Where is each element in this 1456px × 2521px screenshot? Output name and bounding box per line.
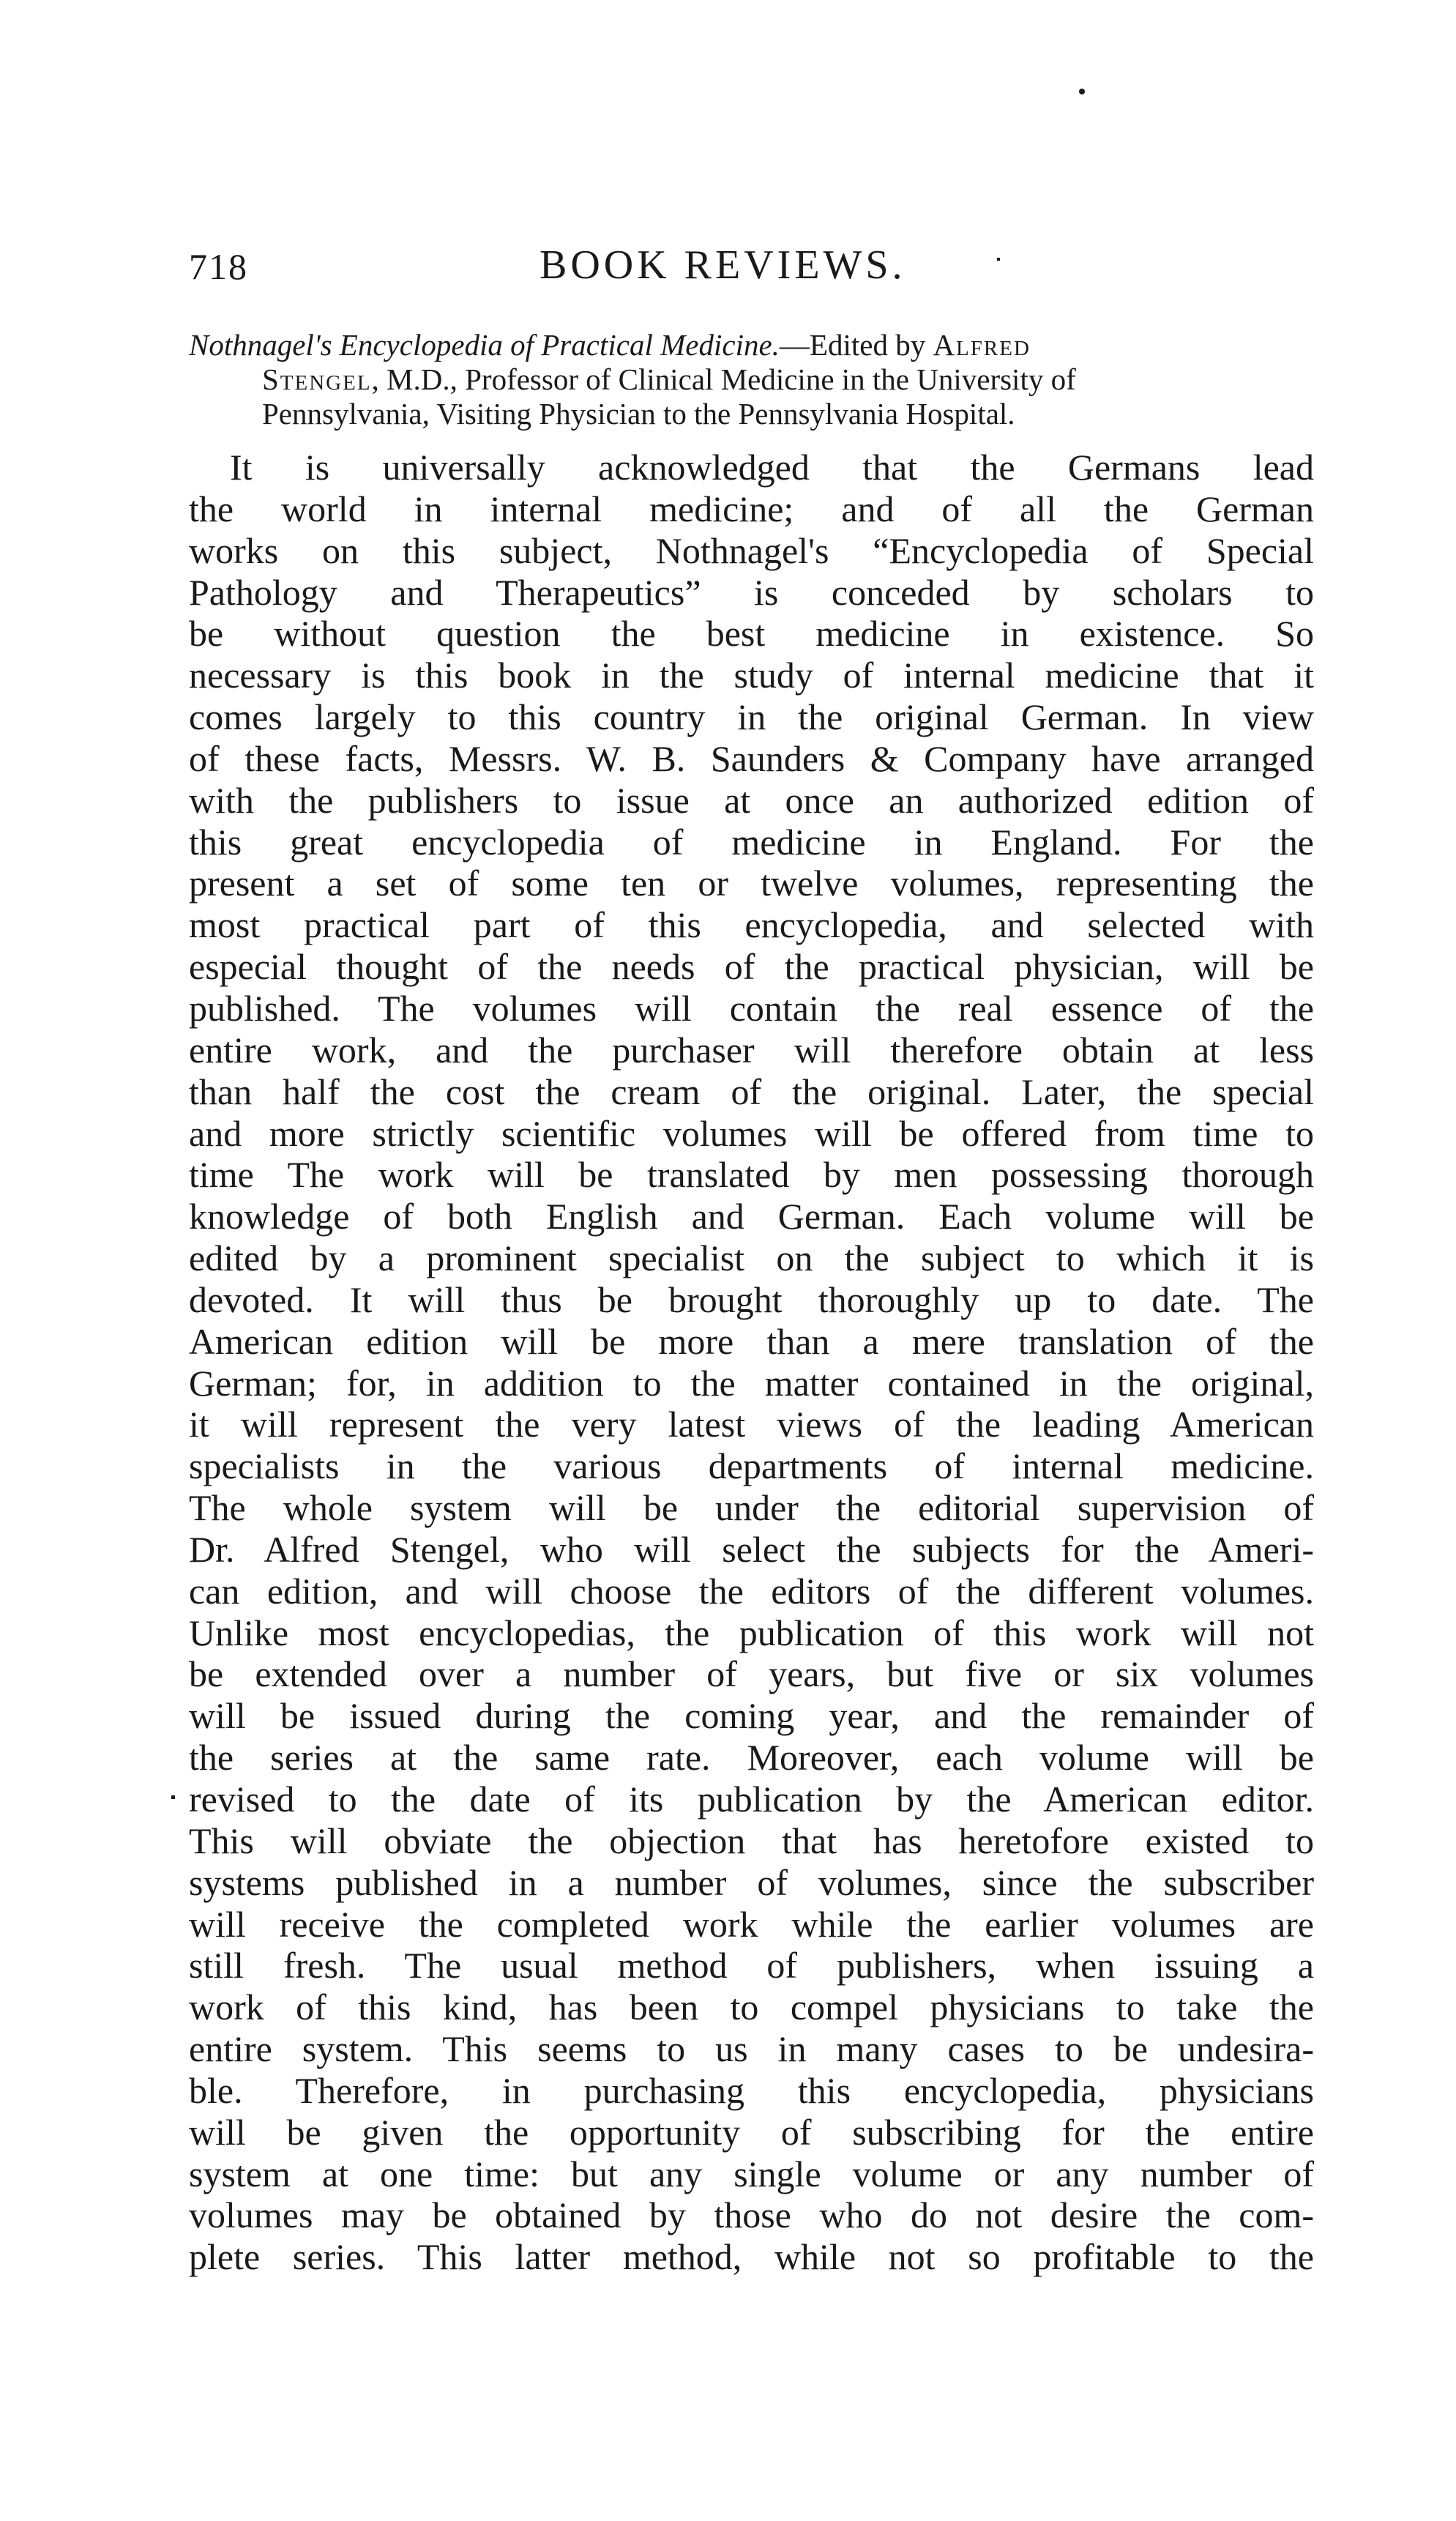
- review-text-line: especial thought of the needs of the practical physician, will be: [189, 946, 1314, 988]
- stray-ink-mark: [997, 258, 1000, 261]
- review-text-line: will receive the completed work while the earlier volumes are: [189, 1903, 1314, 1945]
- review-text-line: time The work will be translated by men possessing thorough: [189, 1154, 1314, 1196]
- review-text-line: be without question the best medicine in existence. So: [189, 613, 1314, 655]
- review-text-line: Pathology and Therapeutics” is conceded by scholars to: [189, 571, 1314, 613]
- editor-credentials: , M.D., Professor of Clinical Medicine in the University of: [371, 362, 1076, 396]
- review-text-line: the series at the same rate. Moreover, each volume will be: [189, 1737, 1314, 1779]
- review-text-line: work of this kind, has been to compel physicians to take the: [189, 1986, 1314, 2028]
- review-text-line: specialists in the various departments of internal medicine.: [189, 1445, 1314, 1487]
- review-text-line: revised to the date of its publication by the American editor.: [189, 1779, 1314, 1820]
- review-text-line: present a set of some ten or twelve volumes, representing the: [189, 863, 1314, 904]
- review-text-line: German; for, in addition to the matter contained in the original,: [189, 1362, 1314, 1404]
- review-text-line: ble. Therefore, in purchasing this encyclopedia, physicians: [189, 2069, 1314, 2111]
- review-text-line: plete series. This latter method, while not so profitable to the: [189, 2236, 1314, 2278]
- review-text-line: American edition will be more than a mere translation of the: [189, 1320, 1314, 1362]
- review-text-line: it will represent the very latest views of the leading American: [189, 1404, 1314, 1445]
- review-text-line: knowledge of both English and German. Each volume will be: [189, 1196, 1314, 1237]
- review-text-line: of these facts, Messrs. W. B. Saunders & Company have arranged: [189, 737, 1314, 779]
- citation-line-1: [189, 328, 1316, 362]
- review-text-line: works on this subject, Nothnagel's “Encyclopedia of Special: [189, 529, 1314, 571]
- edited-by-text: —Edited by: [779, 328, 926, 362]
- page-number: 718: [189, 246, 248, 287]
- review-text-line: than half the cost the cream of the original. Later, the special: [189, 1070, 1314, 1112]
- review-text-line: necessary is this book in the study of internal medicine that it: [189, 655, 1314, 696]
- review-text-line: edited by a prominent specialist on the subject to which it is: [189, 1237, 1314, 1279]
- review-text-line: volumes may be obtained by those who do not desire the com-: [189, 2194, 1314, 2236]
- stray-ink-dot: [1079, 89, 1085, 94]
- editor-first-name: Alfred: [933, 328, 1031, 362]
- citation-line-3: Pennsylvania, Visiting Physician to the Pennsylvania Hospital.: [262, 397, 1015, 431]
- review-text-line: this great encyclopedia of medicine in England. For the: [189, 821, 1314, 863]
- running-head: BOOK REVIEWS.: [540, 242, 906, 288]
- review-text-line: system at one time: but any single volume or any number of: [189, 2153, 1314, 2194]
- review-text-line: published. The volumes will contain the real essence of the: [189, 987, 1314, 1029]
- review-text-line: the world in internal medicine; and of all the German: [189, 488, 1314, 529]
- citation-line-2: [189, 362, 1316, 397]
- review-text-line: most practical part of this encyclopedia, and selected with: [189, 904, 1314, 946]
- review-text-line: comes largely to this country in the original German. In view: [189, 696, 1314, 738]
- review-text-line: will be given the opportunity of subscribing for the entire: [189, 2111, 1314, 2153]
- review-text-line: will be issued during the coming year, and the remainder of: [189, 1695, 1314, 1737]
- book-title: Nothnagel's Encyclopedia of Practical Medicine.: [189, 328, 780, 362]
- review-text-line: systems published in a number of volumes, since the subscriber: [189, 1861, 1314, 1903]
- review-text-line: It is universally acknowledged that the Germans lead: [230, 447, 1314, 488]
- review-text-line: entire system. This seems to us in many cases to be undesira-: [189, 2028, 1314, 2070]
- review-text-line: devoted. It will thus be brought thoroughly up to date. The: [189, 1278, 1314, 1320]
- review-text-line: Dr. Alfred Stengel, who will select the subjects for the Ameri-: [189, 1528, 1314, 1570]
- review-text-line: This will obviate the objection that has heretofore existed to: [189, 1820, 1314, 1861]
- margin-ink-mark: [171, 1795, 175, 1799]
- review-text-line: The whole system will be under the editorial supervision of: [189, 1487, 1314, 1529]
- review-text: [189, 447, 1314, 2278]
- review-text-line: still fresh. The usual method of publishers, when issuing a: [189, 1945, 1314, 1986]
- review-text-line: and more strictly scientific volumes will be offered from time to: [189, 1112, 1314, 1154]
- editor-last-name: Stengel: [262, 362, 372, 396]
- review-text-line: Unlike most encyclopedias, the publication of this work will not: [189, 1612, 1314, 1653]
- review-text-line: with the publishers to issue at once an authorized edition of: [189, 779, 1314, 821]
- review-text-line: entire work, and the purchaser will therefore obtain at less: [189, 1029, 1314, 1070]
- book-citation: [189, 328, 1316, 431]
- review-text-line: be extended over a number of years, but five or six volumes: [189, 1653, 1314, 1695]
- review-text-line: can edition, and will choose the editors of the different volumes.: [189, 1570, 1314, 1612]
